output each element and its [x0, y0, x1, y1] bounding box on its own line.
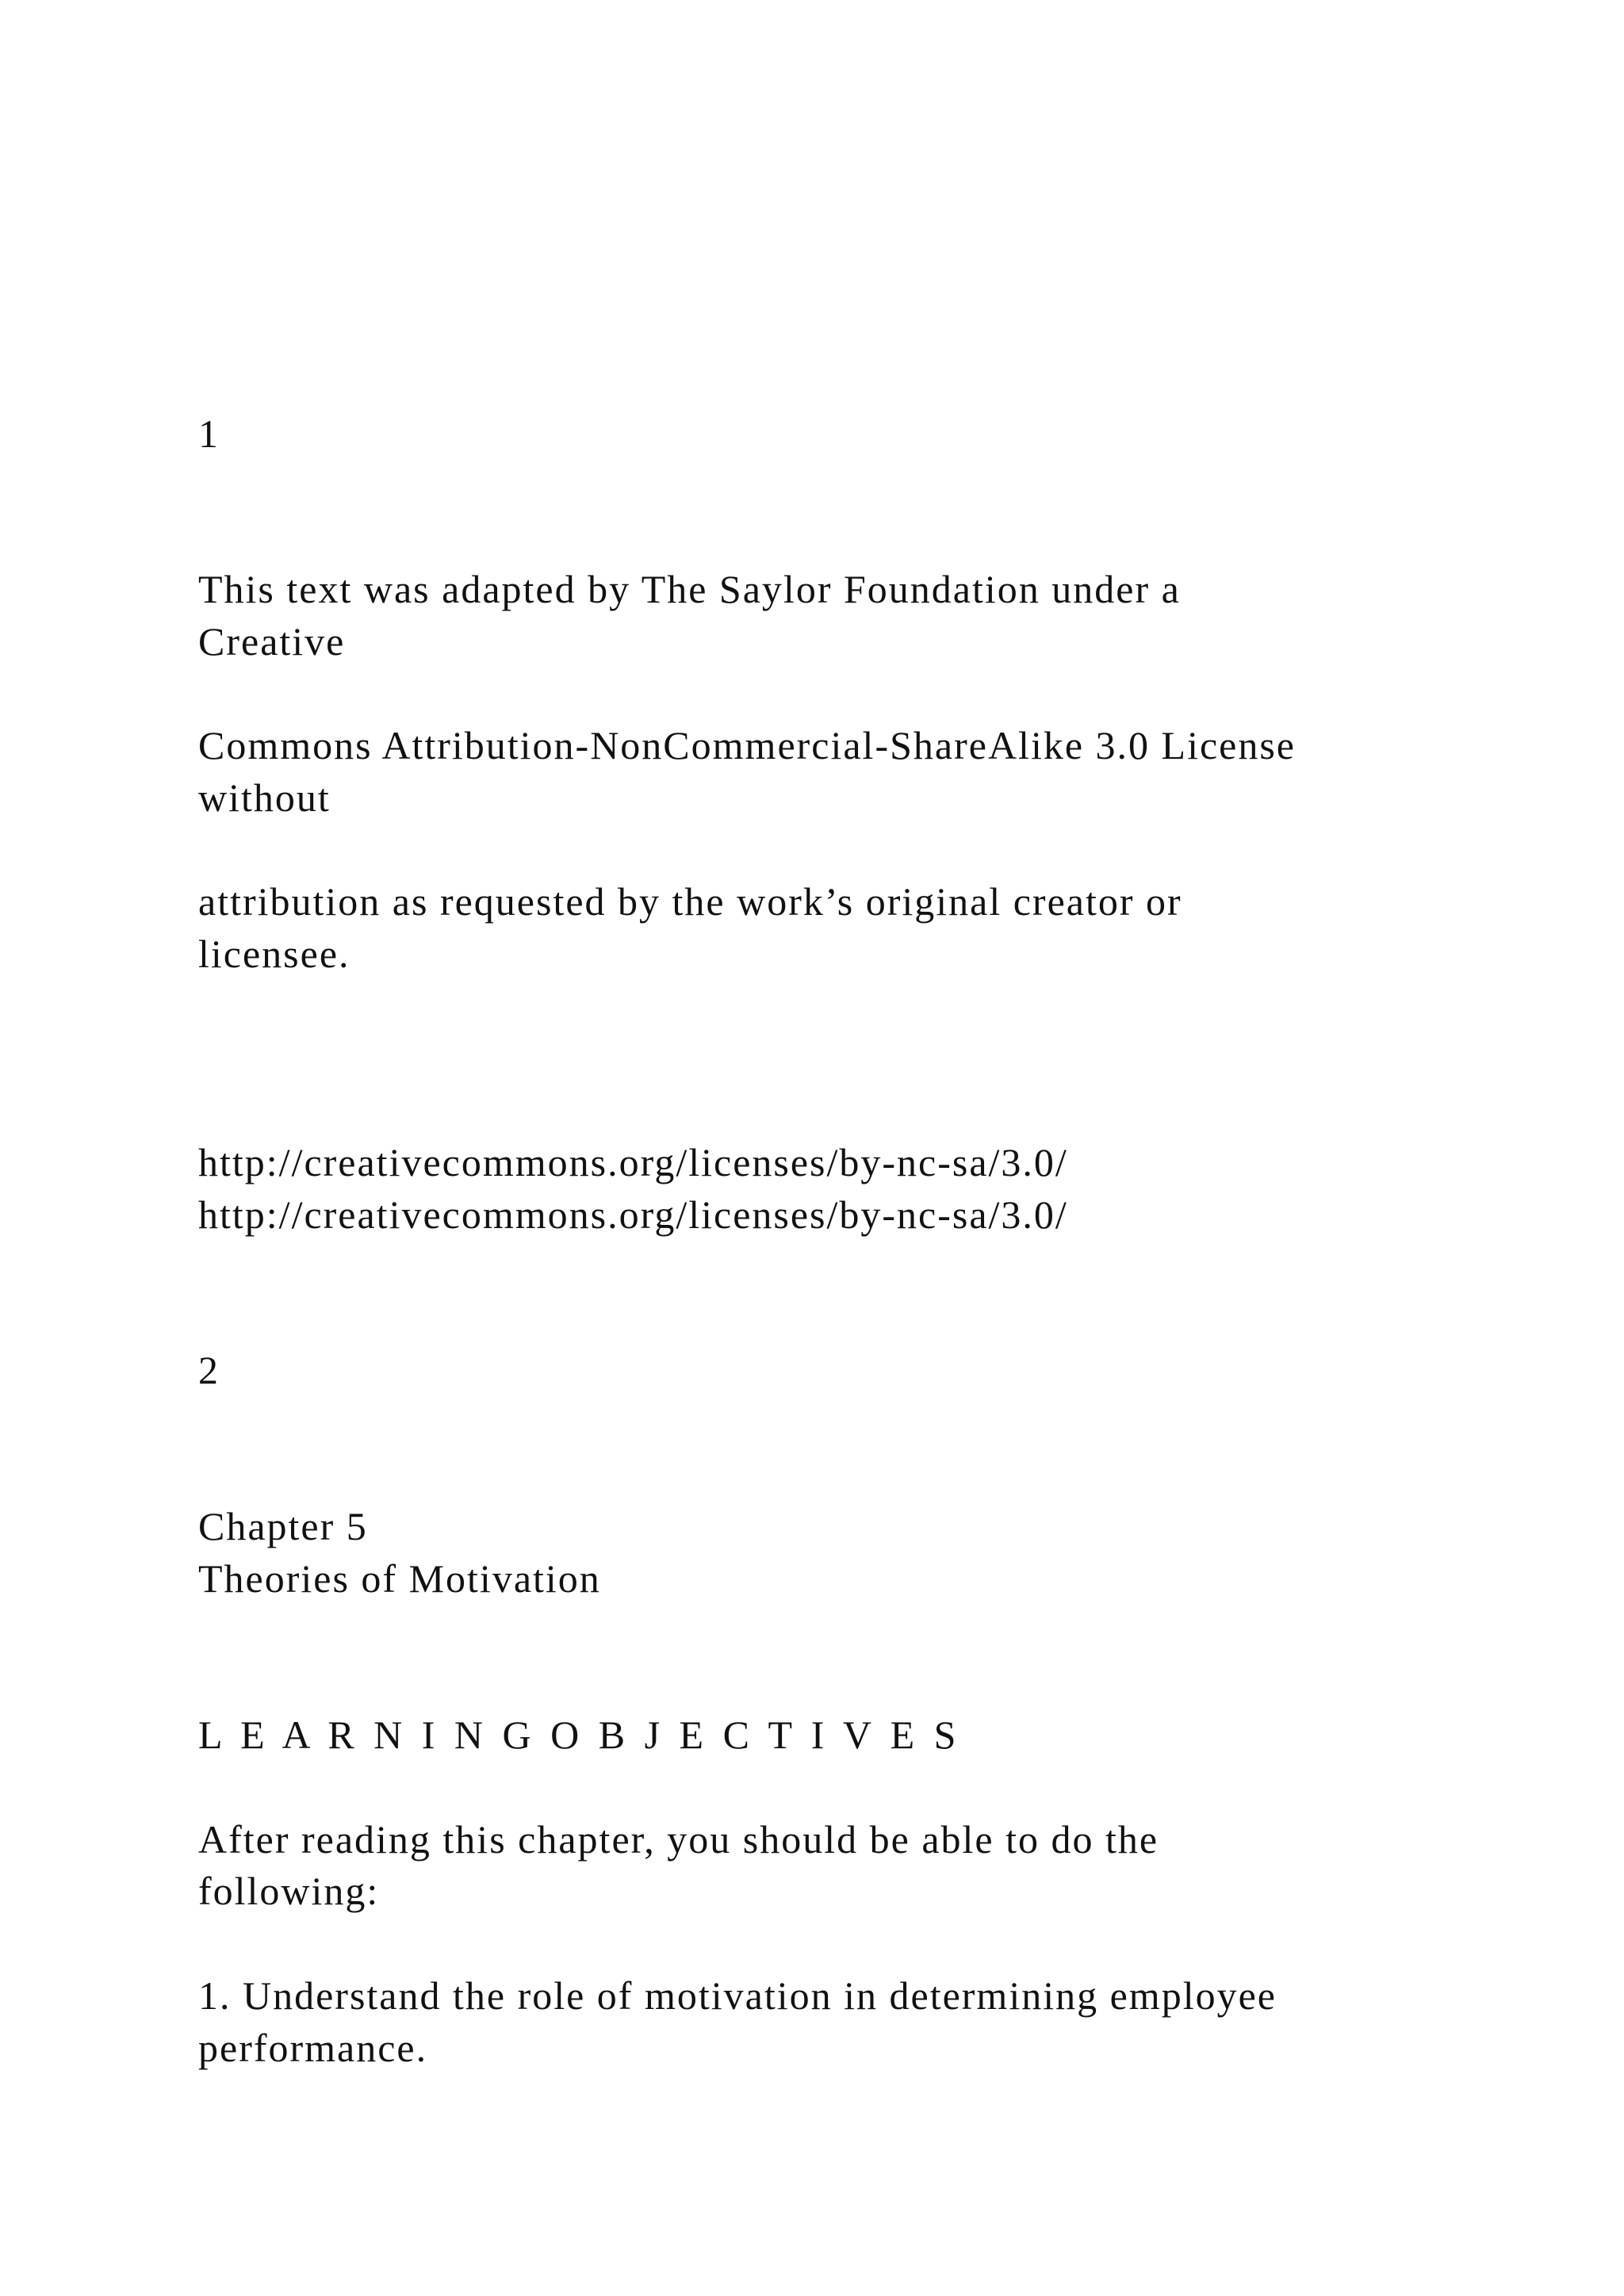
chapter-title: Theories of Motivation — [198, 1556, 601, 1601]
license-text-line: Commons Attribution-NonCommercial-ShareAlike 3.0 License — [198, 723, 1296, 767]
license-text-line: licensee. — [198, 932, 350, 976]
learning-objectives-heading: L E A R N I N G O B J E C T I V E S — [198, 1712, 958, 1757]
chapter-number: Chapter 5 — [198, 1504, 368, 1548]
page-number: 1 — [198, 411, 220, 456]
license-text-line: This text was adapted by The Saylor Foundation under a — [198, 567, 1181, 611]
objectives-intro-line: After reading this chapter, you should be able to do the — [198, 1817, 1159, 1862]
license-text-line: attribution as requested by the work’s original creator or — [198, 879, 1182, 924]
objective-item-line: 1. Understand the role of motivation in determining employee — [198, 1973, 1277, 2018]
license-link[interactable]: http://creativecommons.org/licenses/by-nc-sa/3.0/ — [198, 1192, 1068, 1237]
license-link[interactable]: http://creativecommons.org/licenses/by-nc-sa/3.0/ — [198, 1140, 1068, 1184]
objectives-intro-line: following: — [198, 1869, 380, 1913]
page-number: 2 — [198, 1348, 220, 1392]
objective-item-line: performance. — [198, 2026, 428, 2070]
license-text-line: Creative — [198, 619, 346, 664]
license-text-line: without — [198, 775, 331, 820]
